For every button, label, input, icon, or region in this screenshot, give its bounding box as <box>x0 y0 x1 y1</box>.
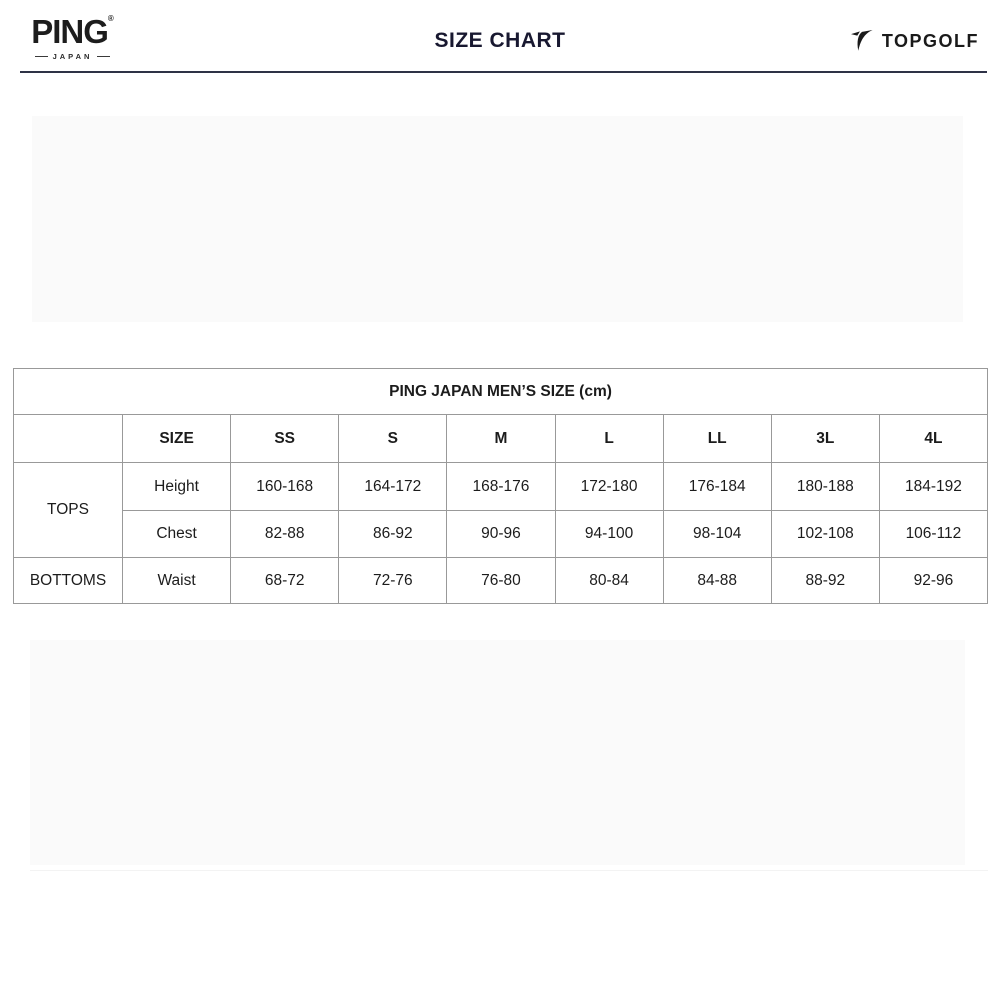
value-cell: 168-176 <box>447 463 555 511</box>
right-dash-rule <box>97 56 110 57</box>
value-cell: 176-184 <box>663 463 771 511</box>
value-cell: 180-188 <box>771 463 879 511</box>
topgolf-wordmark: TOPGOLF <box>881 30 979 51</box>
value-cell: 86-92 <box>339 511 447 558</box>
measure-cell-height: Height <box>123 463 231 511</box>
value-cell: 68-72 <box>231 558 339 604</box>
ping-japan-subtitle <box>25 52 120 61</box>
column-header-4l: 4L <box>879 415 987 463</box>
value-cell: 184-192 <box>879 463 987 511</box>
topgolf-shield-t-icon <box>849 27 875 55</box>
table-row-chest <box>14 511 988 558</box>
table-title-row <box>14 369 988 415</box>
value-cell: 90-96 <box>447 511 555 558</box>
size-table-section <box>13 368 988 604</box>
table-row-height <box>14 463 988 511</box>
column-header-s: S <box>339 415 447 463</box>
column-header-size: SIZE <box>123 415 231 463</box>
value-cell: 80-84 <box>555 558 663 604</box>
table-row-waist <box>14 558 988 604</box>
category-cell-tops: TOPS <box>14 463 123 558</box>
column-header-ss: SS <box>231 415 339 463</box>
value-cell: 164-172 <box>339 463 447 511</box>
value-cell: 98-104 <box>663 511 771 558</box>
measure-cell-chest: Chest <box>123 511 231 558</box>
table-header-row <box>14 415 988 463</box>
column-header-ll: LL <box>663 415 771 463</box>
column-header-3l: 3L <box>771 415 879 463</box>
category-cell-bottoms: BOTTOMS <box>14 558 123 604</box>
image-placeholder-bottom <box>30 640 965 865</box>
value-cell: 106-112 <box>879 511 987 558</box>
value-cell: 160-168 <box>231 463 339 511</box>
column-header-m: M <box>447 415 555 463</box>
size-table <box>13 368 988 604</box>
image-placeholder-top <box>32 116 963 322</box>
table-title: PING JAPAN MEN’S SIZE (cm) <box>14 369 988 415</box>
topgolf-logo <box>849 27 979 55</box>
ping-logo-text: PING <box>31 13 108 50</box>
value-cell: 72-76 <box>339 558 447 604</box>
value-cell: 92-96 <box>879 558 987 604</box>
value-cell: 88-92 <box>771 558 879 604</box>
registered-trademark-icon: ® <box>107 14 114 23</box>
header-divider <box>20 71 987 73</box>
left-dash-rule <box>35 56 48 57</box>
column-header-blank <box>14 415 123 463</box>
value-cell: 84-88 <box>663 558 771 604</box>
column-header-l: L <box>555 415 663 463</box>
value-cell: 102-108 <box>771 511 879 558</box>
measure-cell-waist: Waist <box>123 558 231 604</box>
value-cell: 82-88 <box>231 511 339 558</box>
value-cell: 94-100 <box>555 511 663 558</box>
value-cell: 172-180 <box>555 463 663 511</box>
page-header <box>0 0 1000 72</box>
bottom-divider <box>30 870 988 871</box>
value-cell: 76-80 <box>447 558 555 604</box>
page-title: SIZE CHART <box>434 29 566 52</box>
japan-label: JAPAN <box>52 52 93 61</box>
